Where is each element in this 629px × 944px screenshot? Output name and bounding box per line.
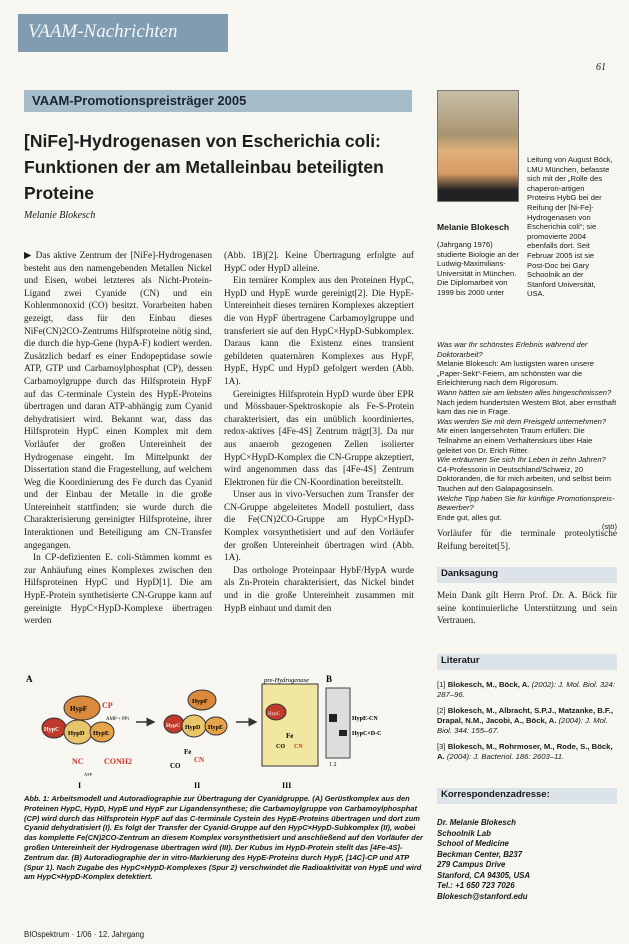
- svg-text:NC: NC: [72, 757, 84, 766]
- interview-answer: Melanie Blokesch: Am lustigsten waren unsere „Paper-Sekt“-Feiern, am schönsten war die Erleichterung nach dem Rigorosum.: [437, 359, 595, 388]
- literature-heading: Literatur: [441, 655, 480, 666]
- paragraph: (Abb. 1B)[2]. Keine Übertragung erfolgte auf HypC oder HypD alleine.: [224, 251, 414, 274]
- brand-title: VAAM-Nachrichten: [28, 21, 178, 42]
- svg-text:Fe: Fe: [286, 732, 294, 740]
- svg-text:HypE: HypE: [93, 730, 110, 737]
- interview-answer: C4-Professorin in Deutschland/Schweiz, 20 Doktoranden, die für mich arbeiten, und selbst beim Tauchen auf den Galapagosinseln.: [437, 464, 611, 493]
- svg-text:HypD: HypD: [185, 725, 201, 731]
- contact-address: Dr. Melanie Blokesch Schoolnik Lab School of Medicine Beckman Center, B237 279 Campus Drive Stanford, CA 94305, USA Tel.: +1 650 723 7026 Blokesch@stanford.edu: [437, 818, 531, 901]
- thanks-heading: Danksagung: [441, 568, 499, 579]
- body-column-2: [224, 250, 414, 615]
- svg-text:HypD: HypD: [68, 730, 85, 737]
- figure-caption: Abb. 1: Arbeitsmodell und Autoradiographie zur Übertragung der Cyanidgruppe. (A) Gerüstkomplex aus den Proteinen HypC, HypD, HypE und HypF zur Ligandensynthese; die Carbamoylgruppe von Carbamoylphosphat (CP) wird durch das Hilfsprotein HypF auf das C-terminale Cystein des HypE-Proteins übertragen und dort zum Cyanid dehydratisiert (I). Es folgt der Transfer der Cyanid-Gruppe auf den HypC×HypD-Subkomplex (II), wobei das komplette Fe(CN)2CO-Zentrum an diesem Komplex vorsynthetisiert und anschließend auf den Vorläufer der großen Untereinheit der Hydrogenase übertragen wird (III). Der Kubus im HypD-Protein stellt das [4Fe-4S]-Zentrum dar. (B) Autoradiographie der in vitro-Markierung des HypE-Proteins durch HypF, [14C]-CP und ATP (Spur 1). Nach Zugabe des HypC×HypD-Komplexes (Spur 2) verschwindet die Radioaktivität von HypE und wird am HypC×HypD-Komplex detektiert.: [24, 794, 423, 882]
- interview-box: [437, 340, 617, 532]
- bio-text: (Jahrgang 1976) studierte Biologie an der Ludwig-Maximilians-Universität in München. Die Diplomarbeit von 1999 bis 2000 unter: [437, 240, 519, 297]
- interview-question: Was werden Sie mit dem Preisgeld unternehmen?: [437, 416, 607, 426]
- autoradiograph: [326, 688, 350, 758]
- svg-text:ATP: ATP: [84, 772, 93, 777]
- pre-hydrogenase-box: [262, 684, 318, 766]
- svg-text:HypE: HypE: [208, 725, 224, 731]
- svg-text:CP: CP: [102, 701, 113, 710]
- fig-label-a: A: [26, 674, 33, 684]
- svg-text:CO: CO: [170, 762, 181, 770]
- svg-text:II: II: [194, 781, 201, 790]
- portrait-photo: [437, 90, 519, 202]
- svg-text:HypE-CN: HypE-CN: [352, 716, 378, 722]
- svg-text:1 2: 1 2: [329, 762, 337, 768]
- footer: BIOspektrum · 1/06 · 12. Jahrgang: [24, 930, 145, 939]
- interview-question: Welche Tipp haben Sie für künftige Promotionspreis-Bewerber?: [437, 493, 615, 513]
- thanks-text: Mein Dank gilt Herrn Prof. Dr. A. Böck für seine kontinuierliche Unterstützung und sein Vertrauen.: [437, 591, 617, 627]
- portrait-caption: Leitung von August Böck, LMU München, befasste sich mit der „Rolle des chaperon-artigen Proteins HybG bei der Reifung der [Ni-Fe]-Hydrogenasen von Escherichia coli“; sie promovierte 2004 ebenfalls dort. Seit Februar 2005 ist sie Post-Doc bei Gary Schoolnik an der Stanford Universität, USA.: [527, 155, 613, 299]
- svg-text:CO: CO: [276, 744, 285, 750]
- svg-text:HypC: HypC: [44, 727, 60, 733]
- svg-text:I: I: [78, 781, 82, 790]
- svg-text:HypC: HypC: [268, 712, 280, 717]
- contact-heading-bar: [437, 788, 617, 804]
- interview-answer: Ende gut, alles gut.: [437, 512, 503, 522]
- interview-answer: Mir einen langersehnten Traum erfüllen: Die Teilnahme an einem Verhaltenskurs über Haie geleitet von Dr. Erich Ritter.: [437, 426, 593, 455]
- reference-item: [3] Blokesch, M., Rohrmoser, M., Rode, S., Böck, A. (2004): J. Bacteriol. 186: 2603–11.: [437, 742, 613, 762]
- svg-text:pre-Hydrogenase: pre-Hydrogenase: [264, 677, 310, 684]
- paragraph: Das orthologe Proteinpaar HybF/HypA wurde als Zn-Protein charakterisiert, das Nickel bindet und in die große Untereinheit zusammen mit HypB einbaut und damit den: [224, 565, 414, 614]
- svg-text:HypF: HypF: [70, 705, 88, 713]
- paragraph: In CP-defizienten E. coli-Stämmen kommt es zur Anhäufung eines Komplexes zwischen den Hilfsproteinen HypC und HypD[1]. Die am HypE-Protein synthetisierte CN-Gruppe kann auf gereinigte HypC×HypD-Komplexe übertragen werden: [24, 553, 212, 627]
- reference-item: [1] Blokesch, M., Böck, A. (2002): J. Mol. Biol. 324: 287–96.: [437, 680, 615, 700]
- svg-text:CONH2: CONH2: [104, 757, 132, 766]
- svg-text:HypC×D-C: HypC×D-C: [352, 731, 382, 737]
- paragraph: Unser aus in vivo-Versuchen zum Transfer der CN-Gruppe abgeleitetes Modell postuliert, dass die Fe(CN)2CO-Gruppe am HypC×HypD-Komplex vorsynthetisiert und auf den Vorläufer der großen Untereinheit übertragen wird (Abb. 1A).: [224, 490, 414, 564]
- article-title: [NiFe]-Hydrogenasen von Escherichia coli: Funktionen der am Metalleinbau beteiligten Proteine: [24, 131, 384, 203]
- paragraph: ▶ Das aktive Zentrum der [NiFe]-Hydrogenasen besteht aus den namengebenden Metallen Nickel und Eisen, wobei letzteres als Nicht-Protein-Ligand zwei Cyanide (CN) und ein Kohlenmonoxid (CO) besitzt. Vorarbeiten haben gezeigt, dass für den Einbau dieses NiFe(CN)2CO-Zentrums Hilfsproteine nötig sind, die durch die hyp-Gene (hypA-F) kodiert werden. Zusätzlich bedarf es einer Endopeptidase sowie ATP, GTP und Carbamoylphosphat (CP), dessen Carbamoylgruppe durch das Hilfsprotein HypF auf das C-terminale Cystein des HypE-Proteins übertragen und daran ATP-abhängig zum Cyanid dehydratisiert wird. Bekannt war, dass das Hilfsprotein HypC einen Komplex mit dem Vorläufer der großen Untereinheit der Hydrogenase eingeht. Im Mittelpunkt der Dissertation stand die Fragestellung, auf welchem Weg die Koordinierung des Fe durch das Cyanid und der Einbau der Metalle in die große Untereinheit stattfinden; sie wurde durch die Charakterisierung gereinigter Hilfsproteine, ihrer Interaktionen und Beteiligung am CN-Transfer angegangen.: [24, 251, 212, 551]
- svg-text:HypF: HypF: [192, 698, 208, 705]
- article-author: Melanie Blokesch: [24, 210, 96, 221]
- literature-heading-bar: [437, 654, 617, 670]
- svg-text:HypC: HypC: [166, 723, 181, 729]
- interview-question: Wie erträumen Sie sich Ihr Leben in zehn Jahren?: [437, 455, 606, 465]
- body-column-1: [24, 250, 212, 628]
- section-bar: [24, 90, 412, 112]
- svg-text:B: B: [326, 674, 333, 684]
- page-number: 61: [596, 62, 606, 73]
- continuation-text: Vorläufer für die terminale proteolytische Reifung bereitet[5].: [437, 529, 617, 552]
- thanks-heading-bar: [437, 567, 617, 583]
- interview-signature: (stö): [601, 522, 617, 532]
- contact-heading: Korrespondenzadresse:: [441, 789, 550, 800]
- interview-question: Was war Ihr schönstes Erlebnis während der Doktorarbeit?: [437, 340, 588, 359]
- svg-text:Fe: Fe: [184, 748, 192, 756]
- svg-text:CN: CN: [194, 756, 205, 764]
- figure-1: [24, 672, 424, 792]
- section-title: VAAM-Promotionspreisträger 2005: [32, 93, 247, 108]
- svg-text:CN: CN: [294, 744, 303, 750]
- brand-bar: [18, 14, 228, 52]
- interview-question: Wann hätten sie am liebsten alles hingeschmissen?: [437, 387, 612, 397]
- interview-answer: Nach jedem hundertsten Western Blot, aber ernsthaft kam das nie in Frage.: [437, 397, 617, 417]
- paragraph: Ein ternärer Komplex aus den Proteinen HypC, HypD und HypE wurde gereinigt[2]. Die HypE-Untereinheit dieses ternären Komplexes akzeptiert die von HypF übertragene Carbamoylgruppe und transferiert sie auf den HypC×HypD-Subkomplex. Daraus kann die Existenz eines transient gebildeten quaternären Komplexes aus HypF, HypE, HypC und HypD gefolgert werden (Abb. 1A).: [224, 276, 414, 387]
- svg-text:AMP + PPi: AMP + PPi: [106, 717, 129, 722]
- reference-item: [2] Blokesch, M., Albracht, S.P.J., Matzanke, B.F., Drapal, N.M., Jacobi, A., Böck, A. (2004): J. Mol. Biol. 344: 155–67.: [437, 706, 614, 736]
- paragraph: Gereinigtes Hilfsprotein HypD wurde über EPR und Mössbauer-Spektroskopie als Fe-S-Protein charakterisiert, das ein unüblich koordiniertes, redox-aktives [4Fe-4S] Zentrum trägt[3]. Da nur aus anaerob gezogenen Zellen isolierter HypC×HypD-Komplex die CN-Gruppe akzeptiert, wird angenommen dass das [4Fe-4S] Zentrum Elektronen für die CN-Koordination bereitstellt.: [224, 389, 414, 488]
- portrait-name: Melanie Blokesch: [437, 222, 510, 232]
- svg-text:III: III: [282, 781, 292, 790]
